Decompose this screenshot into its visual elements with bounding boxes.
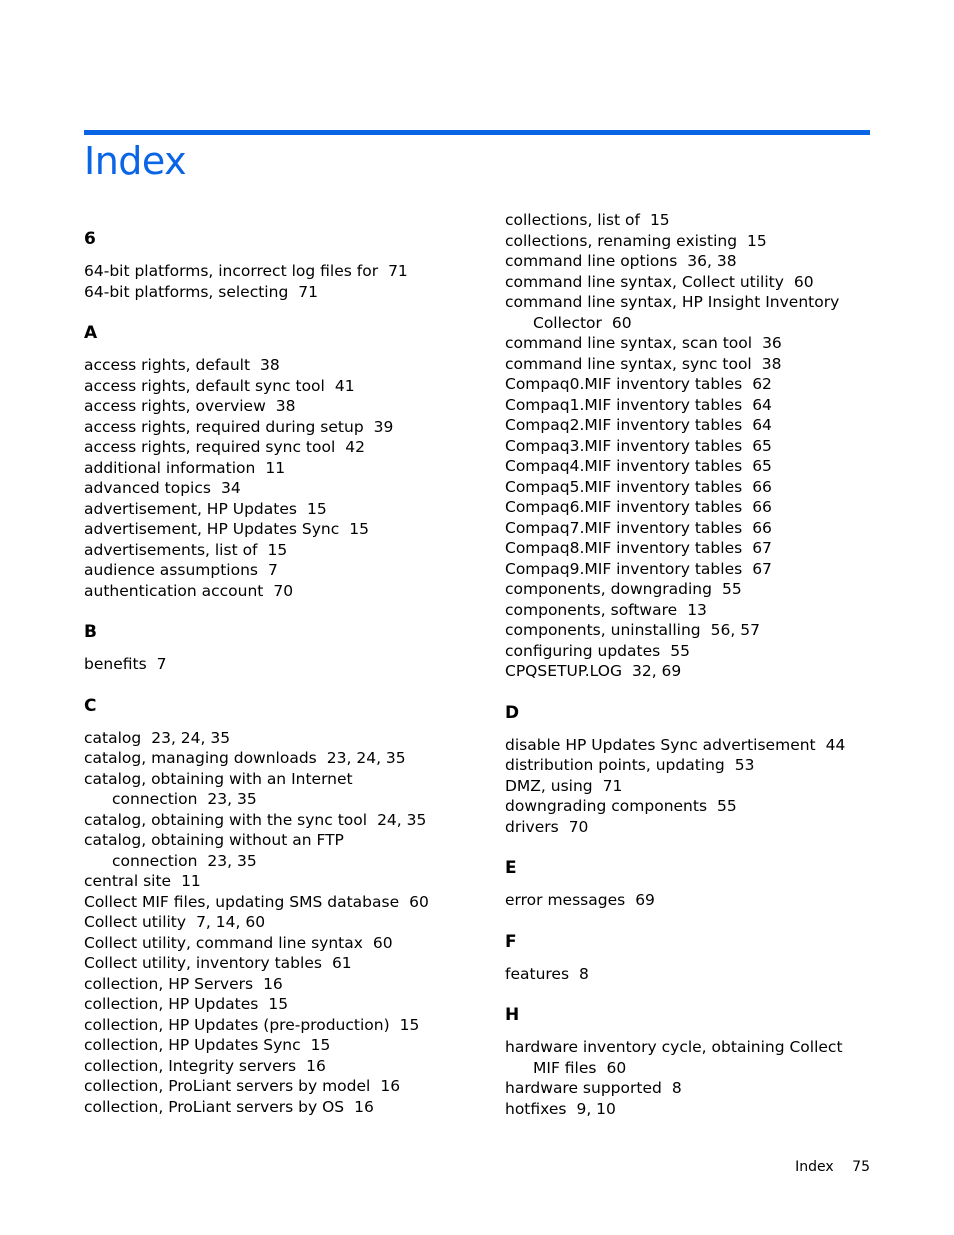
index-term: collection, ProLiant servers by model <box>84 1077 371 1095</box>
section-letter: H <box>505 1005 520 1025</box>
index-entry <box>505 538 865 559</box>
index-entry <box>505 415 865 436</box>
index-entry <box>84 871 444 892</box>
index-page-refs: 7 <box>268 561 278 579</box>
index-entry-list <box>505 1037 865 1119</box>
index-entry-list <box>505 890 865 911</box>
index-term: advertisements, list of <box>84 540 258 559</box>
index-term: access rights, default <box>84 356 251 374</box>
index-term: components, downgrading <box>505 580 712 598</box>
index-term: CPQSETUP.LOG <box>505 662 622 680</box>
index-entry <box>84 478 444 499</box>
index-page-refs: 11 <box>265 458 286 477</box>
index-term: command line syntax, HP Insight Inventory Collector <box>505 293 840 332</box>
index-entry <box>505 436 865 457</box>
index-page-refs: 67 <box>752 539 772 557</box>
index-page-refs: 15 <box>747 231 767 250</box>
index-term: catalog, obtaining without an FTP connection <box>84 831 344 870</box>
index-term: hardware inventory cycle, obtaining Collect MIF files <box>505 1038 843 1077</box>
index-entry <box>505 755 865 776</box>
index-entry <box>84 282 444 303</box>
page-title: Index <box>84 139 187 183</box>
index-entry <box>84 458 444 479</box>
index-entry <box>505 231 865 252</box>
index-entry <box>84 748 444 769</box>
index-page-refs: 16 <box>263 974 283 993</box>
index-page-refs: 64 <box>752 395 772 414</box>
index-page-refs: 55 <box>670 641 690 660</box>
index-page-refs: 16 <box>380 1077 401 1095</box>
index-page-refs: 61 <box>331 954 352 972</box>
section-letter: B <box>84 622 97 642</box>
index-entry <box>84 437 444 458</box>
index-term: collections, list of <box>505 211 640 229</box>
index-page-refs: 38 <box>275 397 296 415</box>
index-page-refs: 60 <box>611 313 632 332</box>
index-page-refs: 71 <box>388 262 408 280</box>
index-entry <box>84 519 444 540</box>
index-page-refs: 15 <box>399 1015 420 1034</box>
index-page-refs: 15 <box>310 1036 331 1054</box>
index-page-refs: 66 <box>752 477 772 496</box>
index-column-right <box>505 210 865 1119</box>
index-entry <box>505 559 865 580</box>
index-page-refs: 71 <box>602 776 623 795</box>
index-page-refs: 53 <box>734 756 755 774</box>
index-term: components, software <box>505 600 678 619</box>
index-entry <box>84 830 444 871</box>
index-page-refs: 8 <box>671 1079 682 1097</box>
index-entry <box>505 641 865 662</box>
index-section <box>505 210 865 682</box>
index-term: DMZ, using <box>505 776 593 795</box>
index-term: audience assumptions <box>84 561 258 579</box>
index-entry-list <box>84 261 444 302</box>
index-page-refs: 36 <box>762 334 782 352</box>
section-letter: A <box>84 323 98 343</box>
index-page-refs: 36, 38 <box>687 252 737 270</box>
title-rule <box>84 130 870 135</box>
index-page-refs: 23, 35 <box>207 851 257 870</box>
index-term: access rights, required during setup <box>84 417 364 436</box>
index-entry <box>505 477 865 498</box>
index-page-refs: 23, 24, 35 <box>326 749 406 767</box>
index-entry <box>505 600 865 621</box>
page-footer <box>795 1158 870 1176</box>
index-term: Compaq2.MIF inventory tables <box>505 416 743 434</box>
index-entry <box>84 376 444 397</box>
index-term: Compaq7.MIF inventory tables <box>505 518 743 537</box>
index-entry <box>84 1015 444 1036</box>
index-term: configuring updates <box>505 641 661 660</box>
index-entry <box>505 333 865 354</box>
footer-label: Index <box>795 1159 834 1175</box>
index-term: command line syntax, Collect utility <box>505 272 784 291</box>
index-page-refs: 24, 35 <box>377 810 427 829</box>
index-term: additional information <box>84 458 256 477</box>
index-entry <box>84 769 444 810</box>
index-term: collection, HP Updates (pre-production) <box>84 1015 390 1034</box>
index-section <box>84 322 444 601</box>
index-entry <box>505 890 865 911</box>
section-letter: C <box>84 695 97 716</box>
index-entry-list <box>505 210 865 682</box>
index-page-refs: 39 <box>373 417 394 436</box>
index-entry <box>84 1056 444 1077</box>
index-page-refs: 62 <box>752 375 772 393</box>
index-term: benefits <box>84 655 147 673</box>
index-entry <box>84 261 444 282</box>
index-entry-list <box>84 728 444 1118</box>
index-page-refs: 38 <box>260 356 280 374</box>
index-page-refs: 71 <box>298 282 319 301</box>
index-page-refs: 15 <box>349 520 369 538</box>
index-page-refs: 15 <box>267 540 288 559</box>
index-entry <box>84 581 444 602</box>
index-term: catalog, obtaining with the sync tool <box>84 810 368 829</box>
index-term: downgrading components <box>505 797 708 815</box>
index-entry <box>505 1099 865 1120</box>
index-page-refs: 65 <box>752 436 772 455</box>
index-term: distribution points, updating <box>505 756 725 774</box>
index-entry <box>84 1076 444 1097</box>
index-term: collection, Integrity servers <box>84 1056 297 1075</box>
index-page-refs: 13 <box>687 600 707 619</box>
index-entry <box>505 735 865 756</box>
index-entry <box>505 579 865 600</box>
index-page-refs: 69 <box>635 891 655 909</box>
index-page-refs: 9, 10 <box>576 1099 616 1118</box>
index-page-refs: 56, 57 <box>710 621 760 639</box>
page-number: 75 <box>852 1159 870 1175</box>
index-term: Compaq0.MIF inventory tables <box>505 375 743 393</box>
index-entry-list <box>505 964 865 985</box>
index-term: catalog <box>84 728 142 747</box>
index-term: catalog, managing downloads <box>84 749 317 767</box>
index-page-refs: 64 <box>752 416 772 434</box>
index-entry <box>84 953 444 974</box>
index-entry <box>505 395 865 416</box>
index-term: command line syntax, scan tool <box>505 334 753 352</box>
index-page-refs: 34 <box>220 479 241 497</box>
index-entry <box>505 354 865 375</box>
index-term: Compaq6.MIF inventory tables <box>505 498 743 516</box>
section-letter: F <box>505 931 517 952</box>
index-entry <box>505 251 865 272</box>
index-term: command line syntax, sync tool <box>505 354 752 373</box>
index-page-refs: 60 <box>793 272 814 291</box>
index-term: Compaq3.MIF inventory tables <box>505 436 743 455</box>
index-entry-list <box>84 355 444 601</box>
index-term: Compaq1.MIF inventory tables <box>505 395 743 414</box>
section-gap <box>505 837 865 857</box>
index-entry <box>505 1078 865 1099</box>
index-entry <box>84 933 444 954</box>
index-term: access rights, overview <box>84 397 266 415</box>
index-entry <box>505 374 865 395</box>
index-entry <box>84 1035 444 1056</box>
index-term: Compaq5.MIF inventory tables <box>505 477 743 496</box>
index-entry <box>505 620 865 641</box>
index-term: Compaq4.MIF inventory tables <box>505 457 743 475</box>
index-page-refs: 60 <box>409 892 429 911</box>
index-term: 64-bit platforms, incorrect log files for <box>84 262 379 280</box>
index-page-refs: 7 <box>156 655 167 673</box>
section-letter: 6 <box>84 229 96 249</box>
index-page-refs: 8 <box>579 964 589 983</box>
index-entry <box>84 974 444 995</box>
index-page-refs: 60 <box>606 1058 627 1077</box>
index-page-refs: 55 <box>717 797 737 815</box>
index-section <box>84 695 444 1118</box>
index-term: hardware supported <box>505 1079 662 1097</box>
index-page-refs: 7, 14, 60 <box>196 913 266 931</box>
index-entry <box>84 654 444 675</box>
section-letter: D <box>505 702 520 723</box>
index-section <box>505 1004 865 1119</box>
index-entry <box>84 499 444 520</box>
index-section <box>505 931 865 985</box>
index-term: collection, ProLiant servers by OS <box>84 1097 345 1116</box>
index-entry <box>505 1037 865 1078</box>
index-page-refs: 16 <box>354 1097 374 1116</box>
index-page-refs: 66 <box>752 498 772 516</box>
index-term: Collect utility, inventory tables <box>84 954 322 972</box>
index-term: collection, HP Updates Sync <box>84 1036 301 1054</box>
index-section <box>84 228 444 302</box>
index-entry <box>505 817 865 838</box>
index-entry <box>84 810 444 831</box>
index-entry <box>84 355 444 376</box>
index-entry-list <box>505 735 865 838</box>
index-term: central site <box>84 872 172 890</box>
index-entry <box>84 892 444 913</box>
index-page-refs: 15 <box>306 499 327 518</box>
index-page-refs: 66 <box>752 518 772 537</box>
index-entry <box>84 994 444 1015</box>
index-term: authentication account <box>84 581 264 600</box>
index-entry <box>505 518 865 539</box>
index-page-refs: 67 <box>752 559 772 578</box>
index-page-refs: 38 <box>761 354 782 373</box>
index-term: Compaq9.MIF inventory tables <box>505 559 743 578</box>
index-entry <box>84 540 444 561</box>
section-gap <box>84 302 444 322</box>
index-term: command line options <box>505 252 678 270</box>
index-page-refs: 60 <box>372 933 393 952</box>
index-page-refs: 55 <box>721 580 742 598</box>
section-letter: E <box>505 858 517 878</box>
index-entry <box>505 796 865 817</box>
index-entry <box>84 728 444 749</box>
index-page-refs: 32, 69 <box>631 662 682 680</box>
index-page-refs: 41 <box>334 376 355 395</box>
index-entry <box>84 912 444 933</box>
index-section <box>505 857 865 911</box>
index-term: collections, renaming existing <box>505 231 738 250</box>
index-entry <box>505 776 865 797</box>
index-page-refs: 15 <box>649 211 670 229</box>
index-term: access rights, default sync tool <box>84 376 325 395</box>
index-term: features <box>505 964 570 983</box>
index-page-refs: 23, 35 <box>207 790 257 808</box>
index-term: Collect utility, command line syntax <box>84 933 363 952</box>
index-section <box>505 702 865 838</box>
index-page-refs: 23, 24, 35 <box>151 728 231 747</box>
index-term: collection, HP Updates <box>84 995 259 1013</box>
index-page-refs: 11 <box>181 872 201 890</box>
index-term: Collect MIF files, updating SMS database <box>84 892 400 911</box>
index-entry <box>505 964 865 985</box>
index-term: components, uninstalling <box>505 621 701 639</box>
index-entry <box>84 396 444 417</box>
index-page-refs: 42 <box>345 438 365 456</box>
index-column-left <box>84 228 444 1117</box>
section-gap <box>84 675 444 695</box>
index-term: advertisement, HP Updates <box>84 499 297 518</box>
index-term: error messages <box>505 891 626 909</box>
index-entry <box>505 210 865 231</box>
index-page-refs: 16 <box>306 1056 326 1075</box>
index-page-refs: 15 <box>268 995 289 1013</box>
index-term: collection, HP Servers <box>84 974 254 993</box>
index-entry-list <box>84 654 444 675</box>
index-section <box>84 621 444 675</box>
index-term: 64-bit platforms, selecting <box>84 282 289 301</box>
index-term: advertisement, HP Updates Sync <box>84 520 340 538</box>
index-page-refs: 70 <box>568 817 589 836</box>
index-term: drivers <box>505 817 559 836</box>
section-gap <box>84 601 444 621</box>
index-term: Collect utility <box>84 913 187 931</box>
section-gap <box>505 984 865 1004</box>
index-term: access rights, required sync tool <box>84 438 336 456</box>
index-page-refs: 70 <box>273 581 294 600</box>
index-entry <box>84 417 444 438</box>
index-term: catalog, obtaining with an Internet connection <box>84 769 353 808</box>
index-entry <box>84 1097 444 1118</box>
section-gap <box>505 911 865 931</box>
index-entry <box>505 456 865 477</box>
index-entry <box>84 560 444 581</box>
index-term: advanced topics <box>84 479 211 497</box>
index-page-refs: 44 <box>825 735 846 754</box>
index-entry <box>505 497 865 518</box>
index-entry <box>505 272 865 293</box>
index-page-refs: 65 <box>752 457 772 475</box>
index-entry <box>505 661 865 682</box>
index-entry <box>505 292 865 333</box>
index-term: disable HP Updates Sync advertisement <box>505 735 816 754</box>
index-term: hotfixes <box>505 1099 567 1118</box>
section-gap <box>505 682 865 702</box>
index-term: Compaq8.MIF inventory tables <box>505 539 743 557</box>
